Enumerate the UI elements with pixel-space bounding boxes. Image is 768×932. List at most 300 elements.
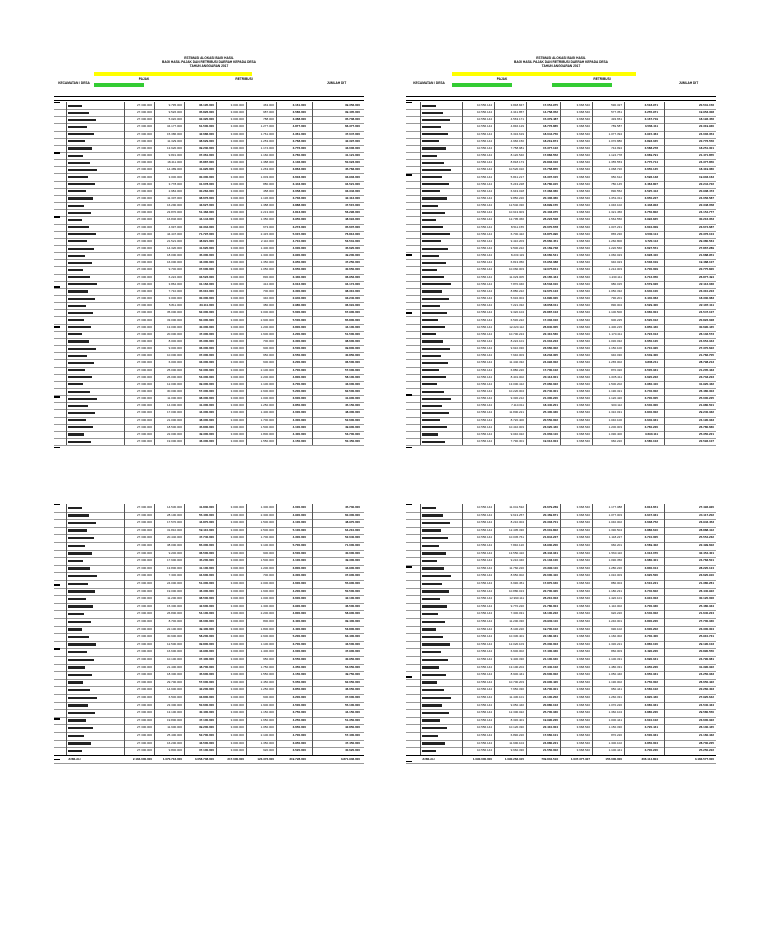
table-cell: 6.000.000 [168, 360, 182, 365]
table-cell: 1.277.000 [260, 124, 274, 129]
table-cell: 1.560.110 [608, 550, 622, 555]
table-cell: 1.260.800 [608, 238, 622, 243]
desa-name-redacted [422, 233, 450, 235]
table-cell: 3.668.540 [576, 160, 590, 165]
table-cell: 3.000.000 [230, 167, 244, 172]
desa-name-redacted [422, 205, 438, 207]
table-cell: 45.600.000 [198, 672, 214, 677]
desa-name-redacted [68, 226, 89, 228]
table-cell: 3.255.971 [644, 110, 658, 115]
table-cell: 52.700.000 [198, 733, 214, 737]
desa-name-redacted [422, 147, 446, 149]
table-cell: 1.000.441 [608, 717, 622, 722]
column-divider [462, 504, 463, 755]
table-cell: 3.650.120 [644, 338, 658, 343]
table-cell: 8.401.002 [510, 374, 524, 379]
table-cell: 6.700.422 [510, 231, 524, 236]
table-cell: 13.100.000 [166, 710, 182, 715]
table-cell: 48.970.000 [344, 520, 360, 525]
table-cell: 15.758.855 [542, 167, 558, 172]
table-cell: 17.054.975 [542, 103, 558, 107]
table-cell: 28.888.412 [698, 527, 714, 532]
table-cell: 3.668.540 [576, 687, 590, 692]
column-divider [624, 102, 625, 445]
table-cell: 26.223.508 [542, 217, 558, 222]
table-cell: 25.350.221 [698, 431, 714, 436]
table-cell: 52.600.000 [344, 417, 360, 422]
table-cell: 2.980.000 [292, 303, 306, 308]
desa-name-redacted [422, 727, 447, 729]
table-cell: 5.200.000 [292, 634, 306, 639]
table-cell: 25.330.003 [542, 641, 558, 646]
table-cell: 950.441 [611, 687, 622, 692]
table-cell: 3.668.540 [576, 138, 590, 143]
table-cell: 3.600.000 [292, 396, 306, 401]
table-cell: 3.750.802 [644, 210, 658, 215]
table-cell: 3.000.000 [230, 103, 244, 107]
table-cell: 1.250.000 [260, 687, 274, 692]
desa-name-redacted [68, 169, 97, 171]
table-cell: 12.405.330 [508, 527, 524, 532]
table-cell: 3.000.000 [230, 581, 244, 585]
table-cell: 7.710.000 [168, 288, 182, 293]
desa-name-redacted [68, 681, 83, 683]
table-cell: 27.300.000 [136, 253, 152, 258]
table-cell: 3.697.551 [644, 246, 658, 250]
table-cell: 1.200.000 [260, 565, 274, 570]
table-cell: 21.980.501 [698, 403, 714, 408]
table-cell: 4.966.150 [510, 138, 524, 143]
desa-name-redacted [422, 333, 436, 335]
table-cell: 3.200.000 [292, 360, 306, 365]
table-cell: 3.000.000 [230, 260, 244, 265]
table-cell: 10.556.144 [476, 231, 492, 236]
table-cell: 29.580.550 [698, 710, 714, 715]
desa-name-redacted [422, 133, 448, 135]
table-cell: 44.144.000 [198, 217, 214, 222]
desa-name-redacted [68, 255, 85, 257]
table-cell: 4.136.000 [292, 160, 306, 165]
desa-name-redacted [68, 750, 82, 752]
right-header-yellow-band [452, 72, 636, 76]
table-cell: 10.556.144 [476, 124, 492, 129]
table-cell: 7.650.330 [510, 687, 524, 692]
desa-name-redacted [68, 190, 86, 192]
table-cell: 27.300.000 [136, 565, 152, 570]
desa-name-redacted [422, 697, 451, 699]
table-cell: 40.620.000 [344, 748, 360, 753]
table-cell: 3.000.000 [230, 626, 244, 631]
table-cell: 3.740.002 [644, 389, 658, 393]
table-cell: 27.300.000 [136, 573, 152, 578]
table-cell: 10.120.330 [508, 725, 524, 730]
table-cell: 28.798.213 [698, 360, 714, 365]
table-cell: 1.050.000 [260, 267, 274, 272]
table-cell: 3.000.000 [230, 717, 244, 722]
table-cell: 3.690.111 [644, 431, 658, 436]
desa-name-redacted [68, 147, 92, 149]
table-cell: 3.000.000 [168, 174, 182, 179]
desa-name-redacted [422, 674, 446, 676]
table-cell: 18.700.301 [542, 687, 558, 692]
table-cell: 10.100.000 [166, 657, 182, 661]
table-cell: 27.300.000 [136, 303, 152, 308]
desa-name-redacted [68, 140, 85, 142]
table-cell: 3.775.714 [644, 160, 658, 165]
table-cell: 27.300.000 [136, 748, 152, 753]
table-cell: 3.778.000 [168, 181, 182, 186]
table-cell: 39.300.000 [198, 381, 214, 386]
desa-name-redacted [68, 283, 97, 285]
table-cell: 15.300.000 [166, 603, 182, 608]
table-cell: 76.812.000 [344, 231, 360, 236]
table-cell: 51.500.000 [344, 331, 360, 336]
desa-name-redacted [68, 105, 82, 107]
table-cell: 27.300.000 [136, 424, 152, 429]
table-cell: 10.556.144 [476, 527, 492, 532]
table-cell: 7.110.011 [511, 403, 524, 408]
table-cell: 3.760.000 [292, 153, 306, 158]
table-cell: 23.674.687 [698, 224, 714, 229]
table-cell: 3.536.019 [644, 260, 658, 265]
desa-name-redacted [68, 133, 94, 135]
table-cell: 5.015.000 [292, 231, 306, 236]
table-cell: 46.300.000 [198, 588, 214, 593]
table-cell: 27.370.622 [698, 346, 714, 351]
table-cell: 13.550.410 [508, 550, 524, 555]
table-cell: 3.848.847 [510, 103, 524, 107]
table-cell: 4.341.857 [510, 110, 524, 115]
desa-name-redacted [68, 529, 87, 531]
right-header-line2: BAGI HASIL PAJAK DAN RETRIBUSI DAERAH KEPADA DESA [514, 60, 608, 64]
table-cell: 3.813.651 [644, 505, 658, 509]
table-cell: 3.518.971 [644, 103, 658, 107]
table-cell: 3.668.540 [576, 103, 590, 107]
table-cell: 27.300.000 [136, 603, 152, 608]
desa-name-redacted [422, 126, 441, 128]
kecamatan-group-band [54, 216, 60, 288]
table-cell: 4.846.129 [510, 124, 524, 129]
table-cell: 10.556.144 [476, 439, 492, 444]
table-cell: 27.300.000 [136, 246, 152, 250]
table-cell: 3.000.000 [260, 310, 274, 315]
table-cell: 48.300.000 [344, 410, 360, 415]
margin-marks [26, 780, 34, 900]
right-header-rule-2 [406, 100, 716, 101]
table-cell: 3.000.000 [230, 641, 244, 646]
table-cell: 3.700.000 [292, 641, 306, 646]
table-cell: 1.550.000 [260, 439, 274, 444]
table-cell: 22.410.560 [542, 331, 558, 336]
table-cell: 27.300.000 [136, 702, 152, 707]
table-cell: 3.915.464 [644, 131, 658, 136]
right-bottom-sheet [406, 504, 716, 766]
table-cell: 3.430.000 [292, 274, 306, 279]
table-cell: 27.300.000 [136, 224, 152, 229]
table-cell: 26.877.494 [698, 274, 714, 279]
table-cell: 3.388.000 [292, 117, 306, 122]
table-cell: 3.760.220 [644, 424, 658, 429]
table-cell: 1.100.500 [608, 310, 622, 315]
table-cell: 4.997.000 [168, 224, 182, 229]
table-cell: 10.556.144 [476, 195, 492, 200]
table-cell: 12.795.366 [508, 217, 524, 222]
table-cell: 63.400.000 [344, 634, 360, 639]
table-cell: 27.300.000 [136, 346, 152, 351]
table-cell: 6.880.220 [510, 367, 524, 372]
table-cell: 29.380.564 [698, 238, 714, 243]
desa-name-redacted [68, 643, 96, 645]
desa-name-redacted [422, 326, 445, 328]
table-cell: 3.273.000 [292, 224, 306, 229]
table-cell: 1.110.002 [608, 603, 622, 608]
table-cell: 10.556.144 [476, 733, 492, 737]
table-cell: 3.740.602 [644, 588, 658, 593]
table-cell: 5.100.000 [292, 527, 306, 532]
desa-name-redacted [68, 419, 86, 421]
table-cell: 16.200.000 [166, 740, 182, 745]
table-cell: 1.253.000 [260, 138, 274, 143]
table-cell: 26.800.000 [166, 611, 182, 616]
table-cell: 3.668.540 [576, 512, 590, 517]
total-cell: 155.000.000 [605, 756, 622, 761]
column-divider [420, 504, 421, 755]
table-cell: 27.300.000 [136, 317, 152, 322]
table-cell: 3.668.540 [576, 710, 590, 715]
table-cell: 11.200.330 [509, 619, 524, 623]
table-cell: 43.000.000 [344, 381, 360, 386]
desa-name-redacted [422, 190, 440, 192]
table-cell: 28.442.331 [542, 550, 558, 555]
table-cell: 47.740.000 [198, 535, 214, 540]
table-cell: 26.650.422 [698, 679, 714, 684]
table-cell: 3.722.013 [644, 331, 658, 336]
column-divider [592, 102, 593, 445]
table-cell: 23.733.223 [698, 374, 714, 379]
table-cell: 9.210.340 [510, 558, 524, 563]
table-cell: 4.563.171 [510, 117, 524, 122]
table-cell: 3.950.220 [644, 664, 658, 669]
table-cell: 27.300.000 [136, 396, 152, 401]
table-cell: 21.205.433 [698, 367, 714, 372]
table-cell: 3.680.401 [644, 558, 658, 563]
table-cell: 27.300.000 [136, 360, 152, 365]
table-cell: 57.400.000 [344, 733, 360, 737]
table-cell: 43.627.000 [198, 203, 214, 208]
desa-name-redacted [422, 522, 450, 524]
table-cell: 10.556.144 [476, 431, 492, 436]
table-cell: 1.150.330 [608, 725, 622, 730]
table-cell: 1.005.411 [608, 374, 622, 379]
table-cell: 900.000 [263, 550, 274, 555]
column-divider [462, 102, 463, 445]
table-cell: 1.070.220 [608, 702, 622, 707]
table-cell: 10.000.000 [166, 353, 182, 358]
table-cell: 10.556.144 [476, 740, 492, 745]
table-cell: 27.300.000 [136, 124, 152, 129]
table-cell: 3.668.540 [576, 210, 590, 215]
table-cell: 10.556.144 [476, 110, 492, 115]
table-cell: 10.556.144 [476, 410, 492, 415]
table-cell: 4.361.000 [292, 131, 306, 136]
table-cell: 24.880.221 [542, 740, 558, 745]
table-cell: 10.556.144 [476, 725, 492, 730]
table-cell: 7.870.040 [510, 281, 524, 286]
table-cell: 3.600.202 [644, 626, 658, 631]
desa-name-redacted [422, 269, 437, 271]
desa-name-redacted [68, 162, 90, 164]
table-cell: 3.000.000 [230, 160, 244, 165]
table-cell: 60.300.000 [344, 512, 360, 517]
desa-name-redacted [68, 326, 91, 328]
table-cell: 1.160.000 [260, 153, 274, 158]
table-cell: 3.500.000 [292, 346, 306, 351]
table-cell: 14.320.000 [166, 246, 182, 250]
table-cell: 22.319.930 [698, 124, 714, 129]
table-cell: 3.668.540 [576, 224, 590, 229]
table-cell: 3.950.000 [292, 260, 306, 265]
table-cell: 3.540.002 [644, 611, 658, 616]
table-cell: 3.668.540 [576, 231, 590, 236]
table-cell: 28.730.225 [698, 740, 714, 745]
table-cell: 33.903.000 [344, 174, 360, 179]
table-cell: 5.243.228 [510, 181, 524, 186]
table-cell: 10.556.144 [476, 565, 492, 570]
table-cell: 23.942.453 [698, 520, 714, 525]
table-cell: 920.000 [263, 748, 274, 753]
table-cell: 3.000.000 [230, 733, 244, 737]
table-cell: 27.300.000 [136, 195, 152, 200]
table-cell: 10.556.144 [476, 695, 492, 699]
table-cell: 42.200.000 [198, 687, 214, 692]
left-header-rule-2 [54, 100, 364, 101]
desa-name-redacted [422, 529, 441, 531]
table-cell: 3.000.000 [230, 687, 244, 692]
table-cell: 22.775.820 [698, 267, 714, 272]
table-cell: 6.530.222 [510, 317, 524, 322]
table-cell: 24.540.434 [698, 702, 714, 707]
table-cell: 4.350.000 [292, 664, 306, 669]
table-cell: 47.300.000 [198, 331, 214, 336]
table-cell: 25.000.225 [698, 396, 714, 401]
table-cell: 3.058.000 [292, 188, 306, 193]
table-cell: 50.450.000 [344, 439, 360, 444]
total-cell: 2.184.000.000 [132, 756, 152, 761]
table-cell: 27.300.000 [136, 558, 152, 563]
table-cell: 17.570.000 [166, 520, 182, 525]
table-cell: 3.668.540 [576, 543, 590, 547]
table-cell: 27.300.000 [136, 550, 152, 555]
table-cell: 31.162.000 [198, 281, 214, 286]
table-cell: 20.440.000 [166, 535, 182, 540]
table-cell: 10.556.144 [476, 288, 492, 293]
desa-name-redacted [422, 621, 445, 623]
table-cell: 7.790.301 [510, 439, 524, 444]
kecamatan-group-band [406, 566, 412, 678]
table-cell: 3.668.540 [576, 603, 590, 608]
column-divider [184, 504, 185, 755]
table-cell: 36.300.000 [198, 346, 214, 351]
table-cell: 35.826.000 [198, 110, 214, 115]
desa-name-redacted [68, 183, 95, 185]
table-cell: 3.000.000 [230, 238, 244, 243]
table-cell: 24.790.081 [698, 657, 714, 661]
total-cell: 217.000.000 [227, 756, 244, 761]
table-cell: 1.350.000 [260, 217, 274, 222]
table-cell: 10.220.004 [508, 389, 524, 393]
table-cell: 3.000.000 [230, 679, 244, 684]
table-cell: 3.000.000 [230, 338, 244, 343]
table-cell: 27.300.000 [136, 381, 152, 386]
table-cell: 27.300.000 [136, 679, 152, 684]
total-cell: 1.090.000.000 [472, 756, 492, 761]
table-cell: 3.900.000 [292, 253, 306, 258]
table-cell: 7.758.981 [510, 145, 524, 150]
table-cell: 45.730.000 [344, 505, 360, 509]
table-cell: 21.103.100 [542, 558, 558, 563]
desa-name-redacted [422, 613, 438, 615]
table-cell: 3.668.540 [576, 181, 590, 186]
table-cell: 29.240.332 [698, 410, 714, 415]
table-cell: 19.990.220 [542, 717, 558, 722]
table-cell: 46.050.000 [344, 687, 360, 692]
table-cell: 8.720.400 [510, 417, 524, 422]
table-cell: 11.430.101 [509, 695, 524, 699]
table-cell: 39.400.000 [344, 619, 360, 623]
table-cell: 3.000.000 [230, 346, 244, 351]
desa-name-redacted [422, 537, 448, 539]
table-cell: 10.556.144 [476, 603, 492, 608]
table-cell: 21.400.000 [166, 664, 182, 669]
table-cell: 71.797.000 [198, 231, 214, 236]
table-cell: 1.400.215 [608, 324, 622, 329]
desa-name-redacted [422, 681, 437, 683]
table-cell: 13.000.412 [508, 381, 524, 386]
table-cell: 17.700.102 [542, 367, 558, 372]
table-cell: 3.830.014 [644, 565, 658, 570]
table-cell: 32.454.401 [698, 550, 714, 555]
desa-name-redacted [68, 560, 83, 562]
table-cell: 11.900.000 [167, 725, 182, 730]
table-cell: 10.556.144 [476, 550, 492, 555]
table-cell: 27.300.000 [136, 695, 152, 699]
table-cell: 1.700.000 [260, 535, 274, 540]
table-cell: 3.660.331 [644, 702, 658, 707]
desa-name-redacted [422, 750, 436, 752]
table-cell: 8.210.004 [510, 520, 524, 525]
table-cell: 3.000.000 [230, 296, 244, 301]
table-cell: 20.000.000 [166, 331, 182, 336]
table-cell: 3.668.540 [576, 331, 590, 336]
total-cell: 1.037.377.327 [570, 756, 590, 761]
table-cell: 21.160.432 [698, 733, 714, 737]
desa-name-redacted [68, 674, 92, 676]
table-cell: 27.300.000 [136, 203, 152, 208]
table-cell: 3.668.540 [576, 657, 590, 661]
table-cell: 3.569.402 [644, 543, 658, 547]
desa-name-redacted [68, 628, 82, 630]
table-cell: 35.010.000 [198, 288, 214, 293]
table-cell: 1.100.331 [608, 657, 622, 661]
table-cell: 3.668.540 [576, 317, 590, 322]
table-cell: 21.521.000 [166, 238, 182, 243]
table-cell: 10.700.224 [508, 331, 524, 336]
table-cell: 700.000 [263, 573, 274, 578]
column-divider [560, 102, 561, 445]
table-cell: 42.686.000 [198, 131, 214, 136]
table-cell: 21.844.227 [542, 535, 558, 540]
table-cell: 10.556.144 [476, 238, 492, 243]
